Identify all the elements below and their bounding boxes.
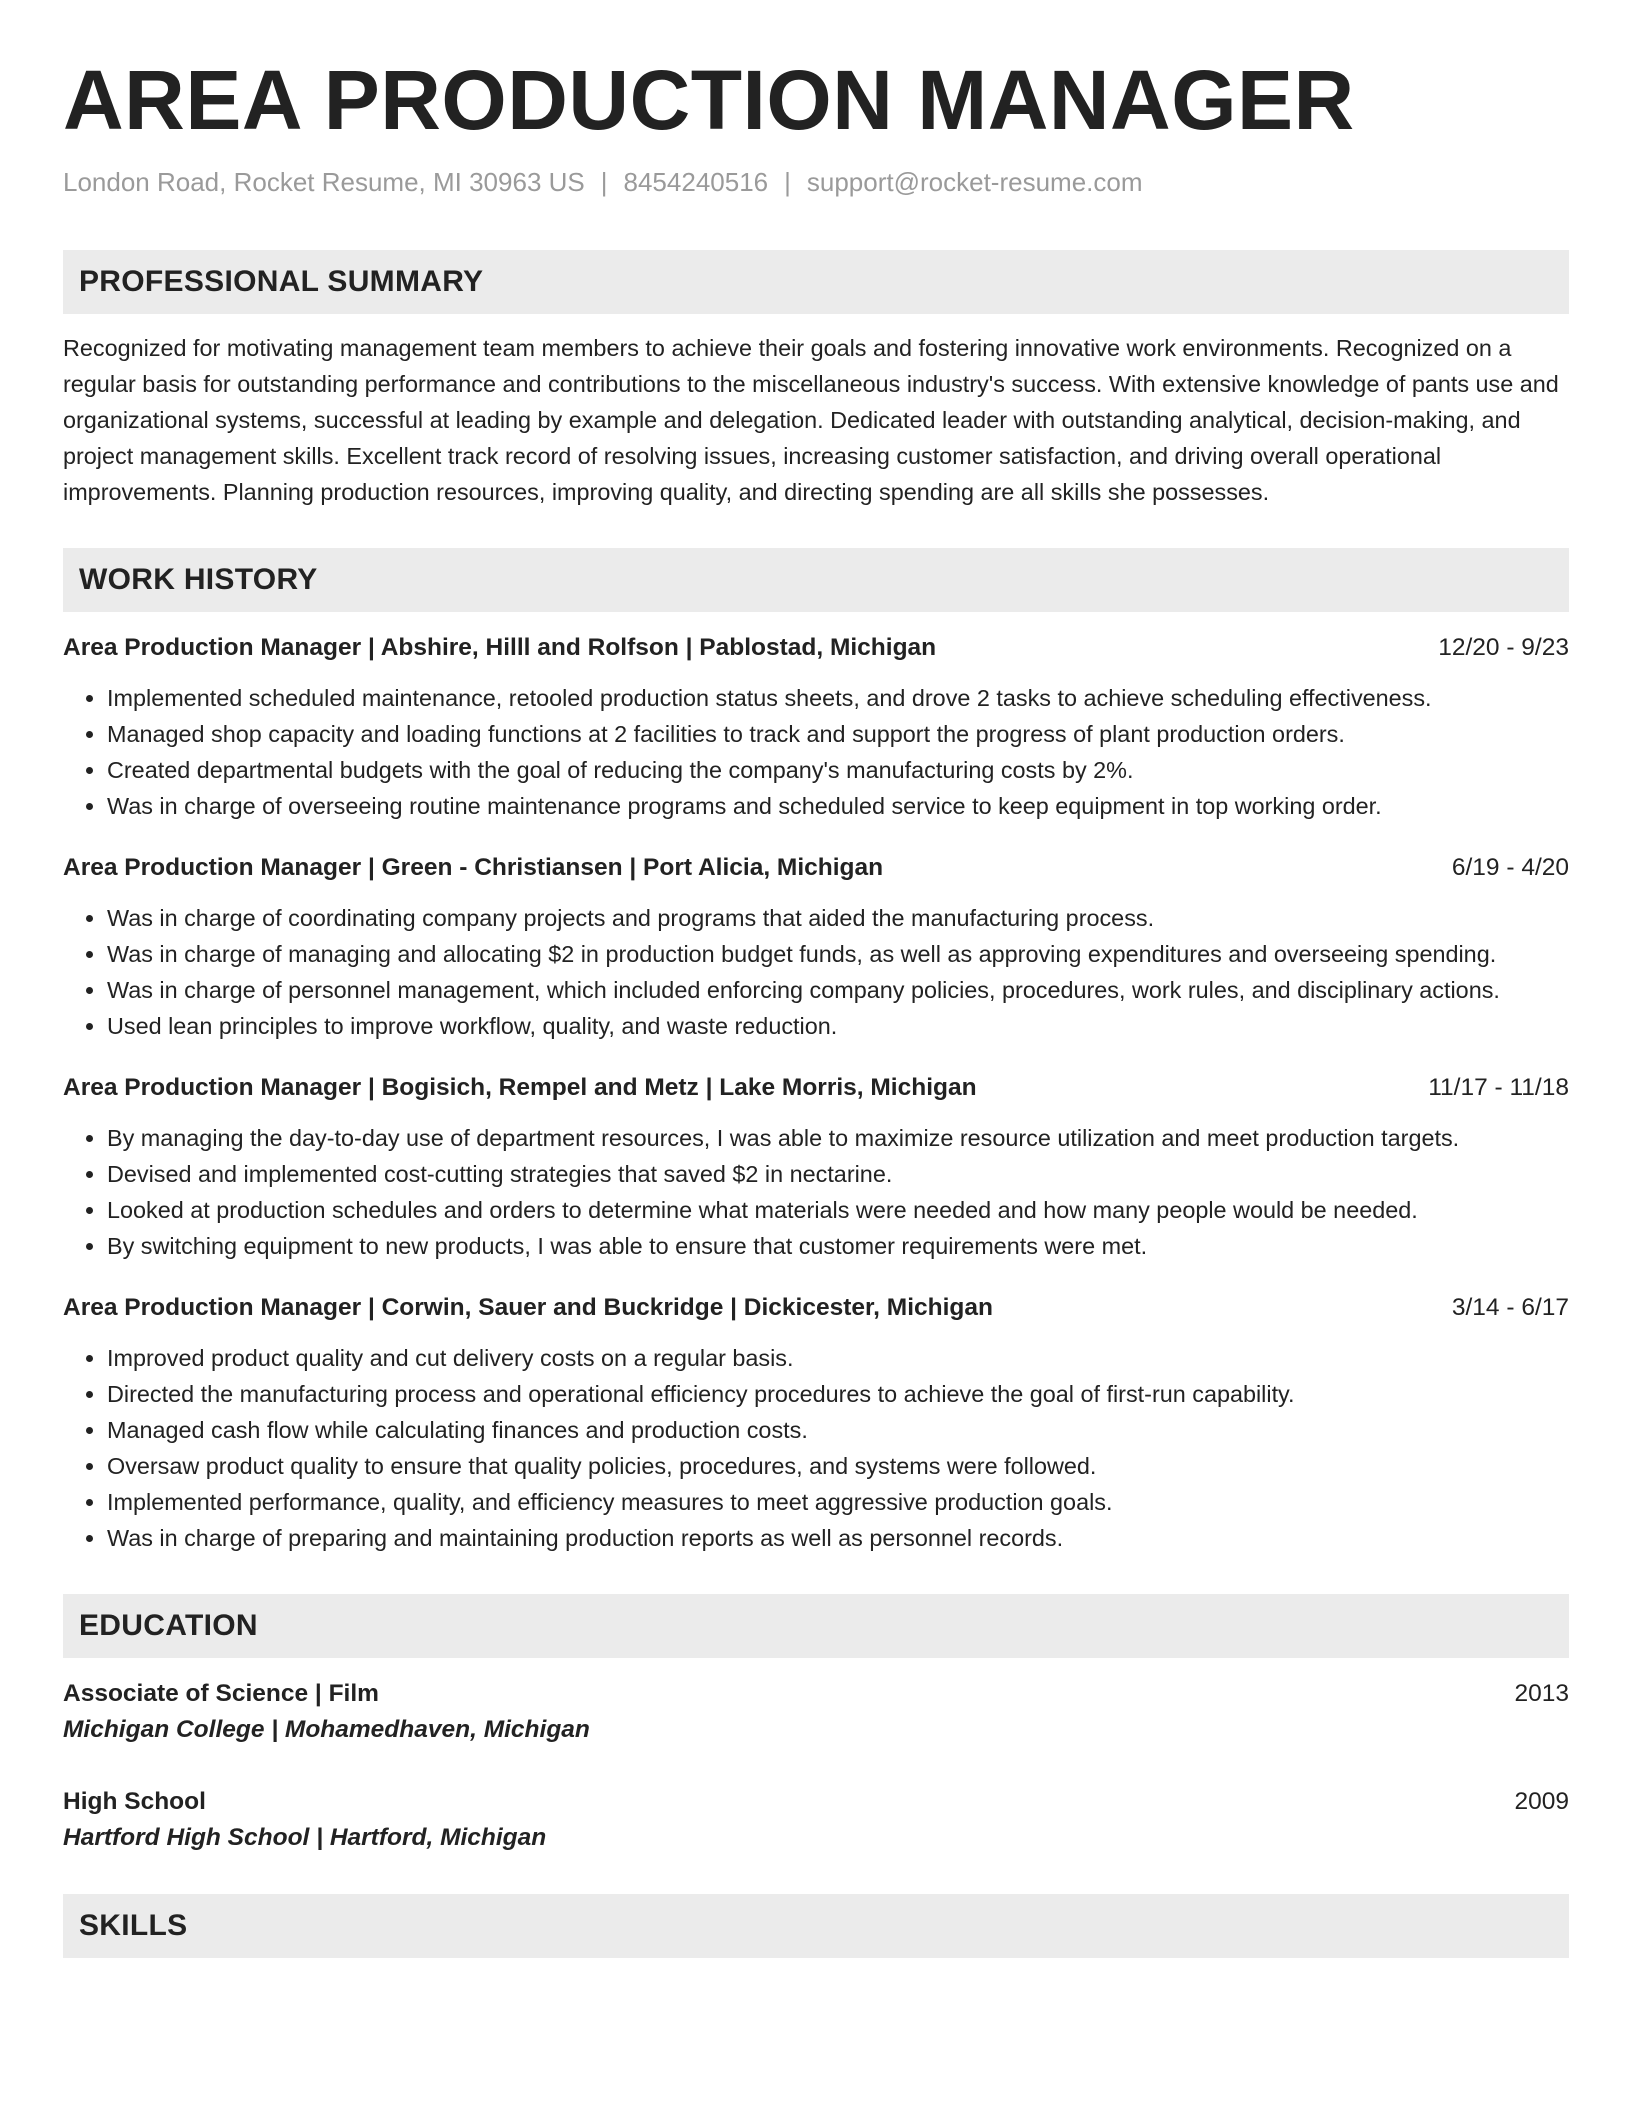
contact-separator: | — [784, 167, 791, 197]
list-item: • Created departmental budgets with the goal of reducing the company's manufacturing costs by 2%. — [107, 752, 1569, 788]
job-bullets — [63, 1120, 1569, 1264]
job-header — [63, 630, 1569, 666]
job-header — [63, 1070, 1569, 1106]
education-entry — [63, 1784, 1569, 1856]
list-item: • Used lean principles to improve workflow, quality, and waste reduction. — [107, 1008, 1569, 1044]
job-dates: 11/17 - 11/18 — [1428, 1073, 1569, 1101]
job-header — [63, 850, 1569, 886]
job-title: Area Production Manager | Green - Christiansen | Port Alicia, Michigan — [63, 853, 884, 881]
section-heading-work: WORK HISTORY — [63, 548, 1569, 612]
education-school: Michigan College | Mohamedhaven, Michigan — [63, 1715, 590, 1743]
list-item: • Oversaw product quality to ensure that quality policies, procedures, and systems were followed. — [107, 1448, 1569, 1484]
education-year: 2013 — [1514, 1679, 1569, 1707]
list-item: • Managed cash flow while calculating finances and production costs. — [107, 1412, 1569, 1448]
education-degree: High School — [63, 1787, 206, 1815]
job-dates: 3/14 - 6/17 — [1451, 1293, 1569, 1321]
job-entry — [63, 1290, 1569, 1556]
job-dates: 12/20 - 9/23 — [1438, 633, 1569, 661]
list-item: • Was in charge of preparing and maintaining production reports as well as personnel records. — [107, 1520, 1569, 1556]
section-heading-skills: SKILLS — [63, 1894, 1569, 1958]
list-item: • Looked at production schedules and orders to determine what materials were needed and how many people would be needed. — [107, 1192, 1569, 1228]
job-entry — [63, 1070, 1569, 1264]
list-item: • Implemented performance, quality, and efficiency measures to meet aggressive production goals. — [107, 1484, 1569, 1520]
list-item: • Implemented scheduled maintenance, retooled production status sheets, and drove 2 tasks to achieve scheduling effectiveness. — [107, 680, 1569, 716]
job-bullets — [63, 1340, 1569, 1556]
education-year: 2009 — [1514, 1787, 1569, 1815]
contact-address: London Road, Rocket Resume, MI 30963 US — [63, 167, 585, 197]
contact-phone: 8454240516 — [623, 167, 769, 197]
education-header — [63, 1784, 1569, 1820]
contact-email: support@rocket-resume.com — [806, 167, 1143, 197]
job-title: Area Production Manager | Bogisich, Rempel and Metz | Lake Morris, Michigan — [63, 1073, 977, 1101]
education-degree: Associate of Science | Film — [63, 1679, 379, 1707]
list-item: • Improved product quality and cut delivery costs on a regular basis. — [107, 1340, 1569, 1376]
job-bullets — [63, 680, 1569, 824]
contact-line — [63, 166, 1569, 200]
list-item: • By switching equipment to new products, I was able to ensure that customer requirements were met. — [107, 1228, 1569, 1264]
list-item: • By managing the day-to-day use of department resources, I was able to maximize resource utilization and meet production targets. — [107, 1120, 1569, 1156]
list-item: • Was in charge of coordinating company projects and programs that aided the manufacturing process. — [107, 900, 1569, 936]
job-entry — [63, 850, 1569, 1044]
job-title: Area Production Manager | Corwin, Sauer and Buckridge | Dickicester, Michigan — [63, 1293, 993, 1321]
summary-text: Recognized for motivating management team members to achieve their goals and fostering innovative work environments. Recognized on a regular basis for outstanding performance and contributions to the miscellaneous industry's success. With extensive knowledge of pants use and organizational systems, successful at leading by example and delegation. Dedicated leader with outstanding analytical, decision-making, and project management skills. Excellent track record of resolving issues, increasing customer satisfaction, and driving overall operational improvements. Planning production resources, improving quality, and directing spending are all skills she possesses. — [63, 334, 1559, 505]
job-title: Area Production Manager | Abshire, Hilll and Rolfson | Pablostad, Michigan — [63, 633, 937, 661]
list-item: • Was in charge of personnel management, which included enforcing company policies, procedures, work rules, and disciplinary actions. — [107, 972, 1569, 1008]
education-school: Hartford High School | Hartford, Michigan — [63, 1823, 547, 1851]
resume-name: AREA PRODUCTION MANAGER — [63, 53, 1355, 147]
job-entry — [63, 630, 1569, 824]
education-header — [63, 1676, 1569, 1712]
list-item: • Devised and implemented cost-cutting strategies that saved $2 in nectarine. — [107, 1156, 1569, 1192]
list-item: • Was in charge of managing and allocating $2 in production budget funds, as well as approving expenditures and overseeing spending. — [107, 936, 1569, 972]
contact-separator: | — [600, 167, 608, 197]
job-header — [63, 1290, 1569, 1326]
education-entry — [63, 1676, 1569, 1748]
job-bullets — [63, 900, 1569, 1044]
list-item: • Directed the manufacturing process and operational efficiency procedures to achieve the goal of first-run capability. — [107, 1376, 1569, 1412]
section-heading-summary: PROFESSIONAL SUMMARY — [63, 250, 1569, 314]
job-dates: 6/19 - 4/20 — [1451, 853, 1569, 881]
list-item: • Managed shop capacity and loading functions at 2 facilities to track and support the progress of plant production orders. — [107, 716, 1569, 752]
section-heading-education: EDUCATION — [63, 1594, 1569, 1658]
list-item: • Was in charge of overseeing routine maintenance programs and scheduled service to keep equipment in top working order. — [107, 788, 1569, 824]
